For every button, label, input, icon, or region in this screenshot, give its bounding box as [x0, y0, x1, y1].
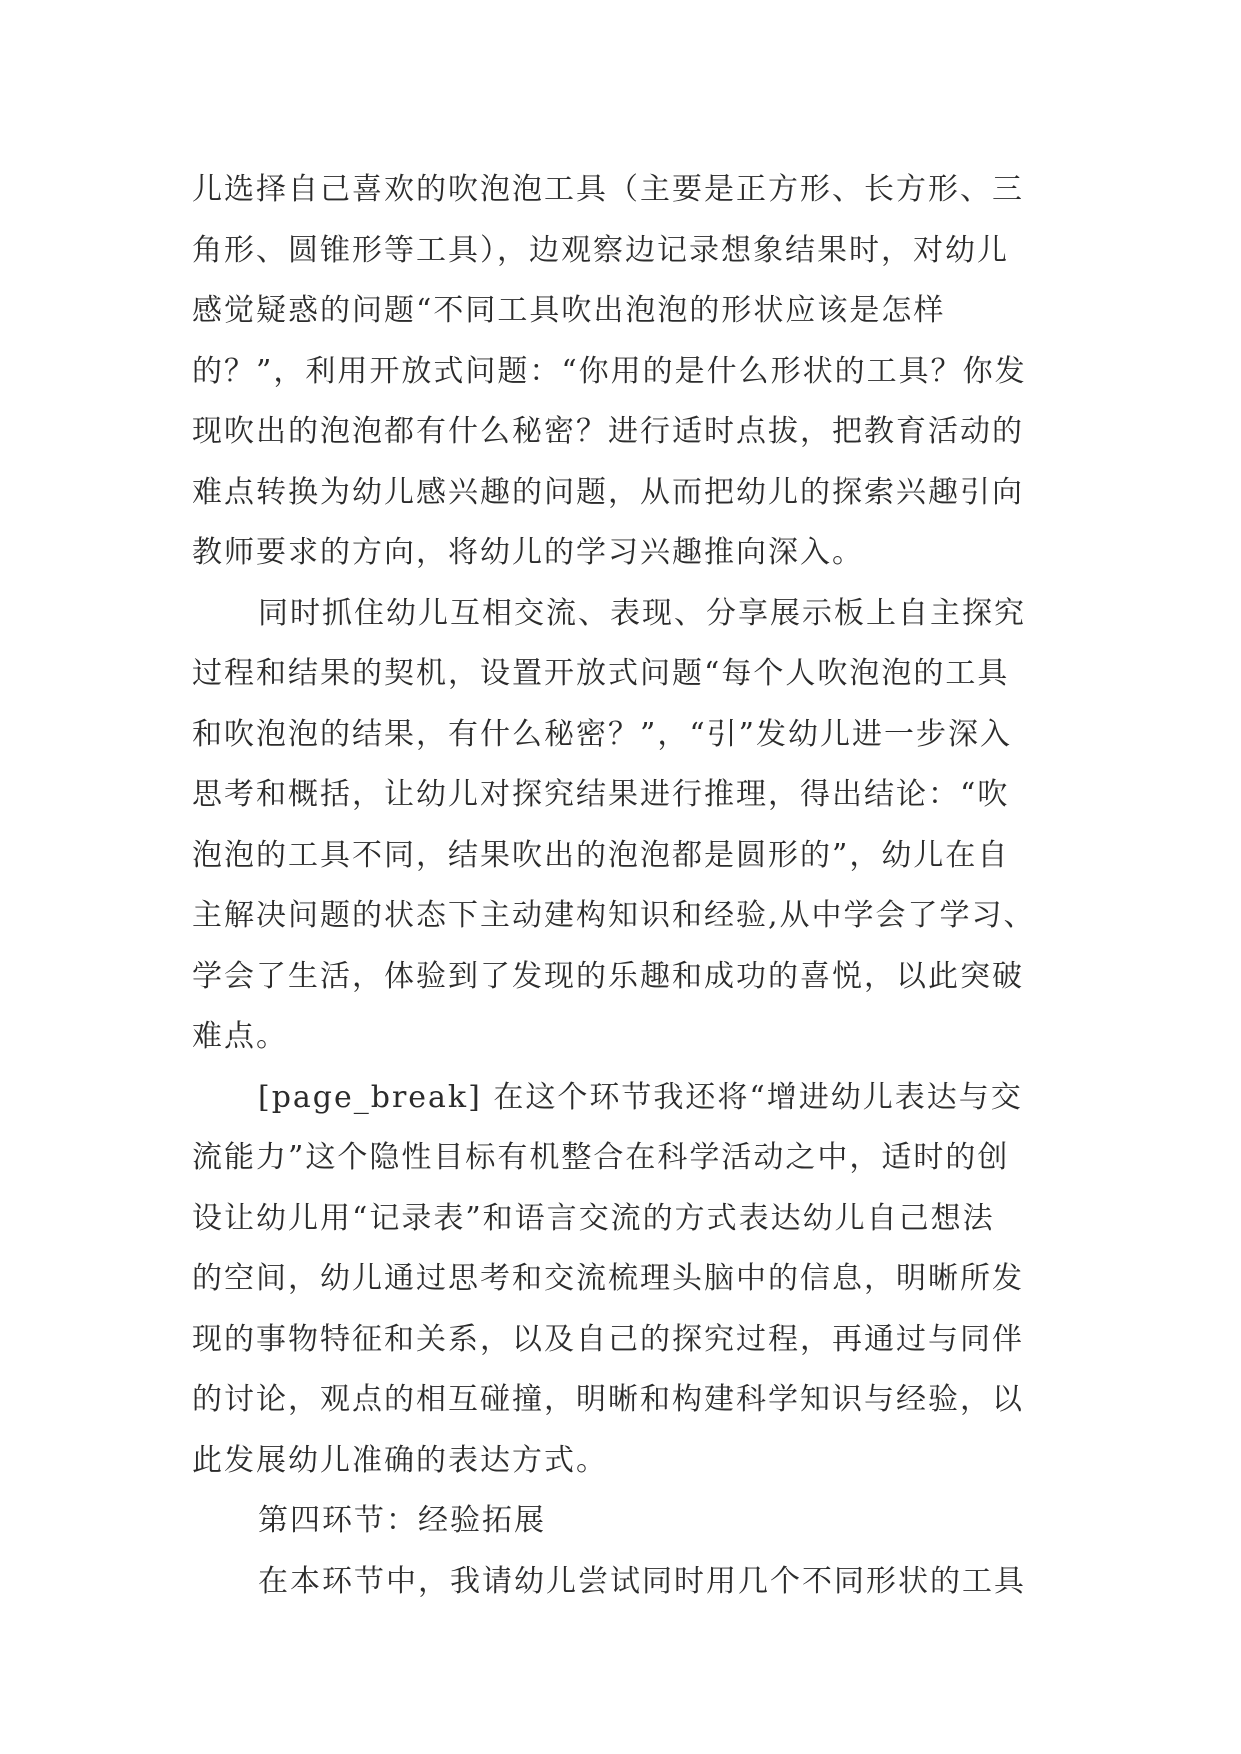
text-line: 现的事物特征和关系，以及自己的探究过程，再通过与同伴 — [192, 1321, 1024, 1357]
text-line: 的？”，利用开放式问题：“你用的是什么形状的工具？你发 — [192, 353, 1027, 389]
text-line: 此发展幼儿准确的表达方式。 — [192, 1442, 608, 1478]
text-line: 教师要求的方向，将幼儿的学习兴趣推向深入。 — [192, 535, 864, 570]
text-line: 的空间，幼儿通过思考和交流梳理头脑中的信息，明晰所发 — [192, 1261, 1024, 1296]
text-line: 主解决问题的状态下主动建构知识和经验,从中学会了学习、 — [192, 898, 1036, 933]
text-line: 过程和结果的契机，设置开放式问题“每个人吹泡泡的工具 — [192, 656, 1010, 691]
text-line: 学会了生活，体验到了发现的乐趣和成功的喜悦，以此突破 — [192, 958, 1024, 994]
text-line: 思考和概括，让幼儿对探究结果进行推理，得出结论：“吹 — [192, 777, 1010, 812]
paragraph-start-line: 同时抓住幼儿互相交流、表现、分享展示板上自主探究 — [258, 595, 1026, 631]
paragraph-start-line: [page_break] 在这个环节我还将“增进幼儿表达与交 — [258, 1079, 1023, 1115]
text-line: 设让幼儿用“记录表”和语言交流的方式表达幼儿自己想法 — [192, 1200, 995, 1236]
text-line: 现吹出的泡泡都有什么秘密？进行适时点拔，把教育活动的 — [192, 414, 1024, 449]
text-line: 儿选择自己喜欢的吹泡泡工具（主要是正方形、长方形、三 — [192, 172, 1024, 207]
section-heading: 第四环节：经验拓展 — [258, 1503, 546, 1538]
text-line: 和吹泡泡的结果，有什么秘密？”，“引”发幼儿进一步深入 — [192, 716, 1013, 752]
text-line: 难点。 — [192, 1019, 288, 1054]
text-line: 的讨论，观点的相互碰撞，明晰和构建科学知识与经验，以 — [192, 1382, 1024, 1417]
text-line: 流能力”这个隐性目标有机整合在科学活动之中，适时的创 — [192, 1140, 1010, 1175]
paragraph-start-line: 在本环节中，我请幼儿尝试同时用几个不同形状的工具 — [258, 1563, 1026, 1599]
text-line: 角形、圆锥形等工具），边观察边记录想象结果时，对幼儿 — [192, 232, 1009, 268]
document-body — [192, 160, 1072, 1612]
text-line: 难点转换为幼儿感兴趣的问题，从而把幼儿的探索兴趣引向 — [192, 474, 1024, 510]
text-line: 泡泡的工具不同，结果吹出的泡泡都是圆形的”，幼儿在自 — [192, 837, 1010, 873]
text-line: 感觉疑惑的问题“不同工具吹出泡泡的形状应该是怎样 — [192, 293, 946, 328]
